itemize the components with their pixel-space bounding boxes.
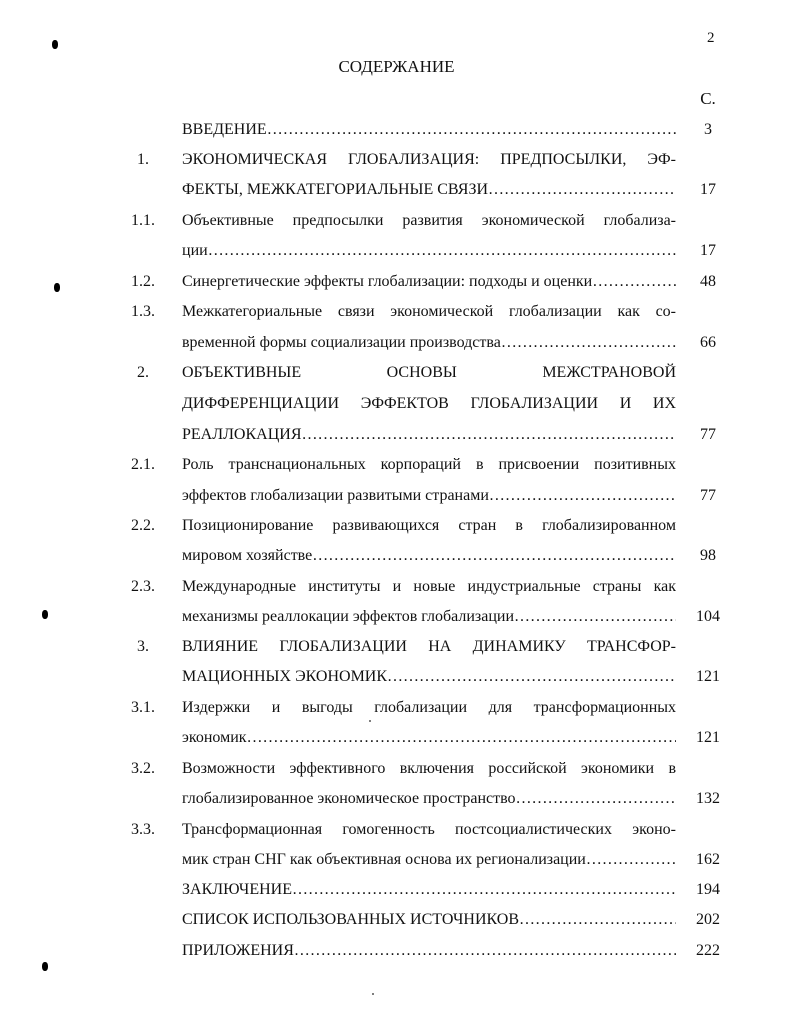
dot-leader: [592, 272, 676, 292]
page-title: СОДЕРЖАНИЕ: [338, 57, 455, 76]
toc-entry-line[interactable]: Межкатегориальные связи экономической глобализации как со-: [182, 303, 676, 320]
page-column-label: С.: [700, 89, 716, 108]
toc-entry-title: эффектов глобализации развитыми странами: [182, 487, 489, 504]
toc-entry-line[interactable]: [182, 546, 676, 566]
toc-entry-title: ФЕКТЫ, МЕЖКАТЕГОРИАЛЬНЫЕ СВЯЗИ: [182, 181, 489, 198]
toc-entry-line[interactable]: Издержки и выгоды глобализации для трансформационных: [182, 699, 676, 716]
toc-entry-line[interactable]: Трансформационная гомогенность постсоциалистических эконо-: [182, 821, 676, 838]
toc-entry-title: ЗАКЛЮЧЕНИЕ: [182, 881, 292, 898]
dot-leader: [312, 546, 676, 566]
dot-leader: [302, 425, 677, 445]
toc-entry-page: 202: [696, 911, 720, 928]
toc-entry-page: 162: [696, 851, 720, 868]
toc-entry-line[interactable]: [182, 607, 676, 627]
toc-entry-page: 17: [700, 181, 716, 198]
dot-leader: [489, 486, 676, 506]
toc-entry-title: ПРИЛОЖЕНИЯ: [182, 942, 294, 959]
dot-leader: [514, 607, 676, 627]
toc-entry-line[interactable]: ВЛИЯНИЕ ГЛОБАЛИЗАЦИИ НА ДИНАМИКУ ТРАНСФОР-: [182, 638, 676, 655]
toc-entry-page: 48: [700, 273, 716, 290]
toc-entry-line[interactable]: [182, 910, 676, 930]
binding-hole-mark: [54, 283, 60, 292]
toc-entry-line[interactable]: ДИФФЕРЕНЦИАЦИИ ЭФФЕКТОВ ГЛОБАЛИЗАЦИИ И ИХ: [182, 395, 676, 412]
toc-entry-page: 194: [696, 881, 720, 898]
toc-entry-title: СПИСОК ИСПОЛЬЗОВАННЫХ ИСТОЧНИКОВ: [182, 911, 520, 928]
toc-entry-title: временной формы социализации производства: [182, 334, 501, 351]
page-number: 2: [707, 30, 715, 46]
toc-entry-title: экономик: [182, 729, 247, 746]
dot-leader: [501, 333, 676, 353]
toc-entry-title: мировом хозяйстве: [182, 547, 313, 564]
toc-entry-line[interactable]: [182, 333, 676, 353]
toc-entry-line[interactable]: [182, 486, 676, 506]
dot-leader: [586, 850, 676, 870]
toc-entry-number: 2.1.: [131, 456, 155, 473]
toc-entry-number: 1.2.: [131, 273, 155, 290]
toc-entry-page: 3: [704, 121, 712, 138]
toc-entry-page: 77: [700, 487, 716, 504]
toc-entry-page: 121: [696, 729, 720, 746]
toc-entry-line[interactable]: Объективные предпосылки развития экономической глобализа-: [182, 212, 676, 229]
toc-entry-line[interactable]: [182, 241, 676, 261]
dot-leader: [247, 728, 676, 748]
toc-entry-line[interactable]: [182, 180, 676, 200]
toc-entry-title: РЕАЛЛОКАЦИЯ: [182, 426, 302, 443]
toc-entry-line[interactable]: Позиционирование развивающихся стран в глобализированном: [182, 517, 676, 534]
dot-leader: [488, 180, 676, 200]
toc-entry-title: мик стран СНГ как объективная основа их регионализации: [182, 851, 586, 868]
toc-entry-number: 2.2.: [131, 517, 155, 534]
toc-entry-line[interactable]: Возможности эффективного включения российской экономики в: [182, 760, 676, 777]
toc-entry-title: МАЦИОННЫХ ЭКОНОМИК: [182, 668, 388, 685]
toc-entry-page: 17: [700, 242, 716, 259]
toc-entry-line[interactable]: ОБЪЕКТИВНЫЕ ОСНОВЫ МЕЖСТРАНОВОЙ: [182, 364, 676, 381]
toc-entry-page: 132: [696, 790, 720, 807]
toc-entry-line[interactable]: Международные институты и новые индустриальные страны как: [182, 578, 676, 595]
binding-hole-mark: [52, 40, 58, 49]
toc-entry-page: 98: [700, 547, 716, 564]
toc-entry-page: 66: [700, 334, 716, 351]
toc-entry-number: 3.1.: [131, 699, 155, 716]
toc-entry-title: глобализированное экономическое пространство: [182, 790, 516, 807]
toc-entry-line[interactable]: [182, 880, 676, 900]
toc-entry-line[interactable]: ЭКОНОМИЧЕСКАЯ ГЛОБАЛИЗАЦИЯ: ПРЕДПОСЫЛКИ, ЭФ-: [182, 151, 676, 168]
dot-leader: [516, 789, 676, 809]
toc-entry-title: механизмы реаллокации эффектов глобализации: [182, 608, 515, 625]
toc-entry-number: 3.2.: [131, 760, 155, 777]
toc-entry-line[interactable]: [182, 667, 676, 687]
dot-leader: [387, 667, 676, 687]
toc-entry-page: 104: [696, 608, 720, 625]
toc-entry-line[interactable]: Роль транснациональных корпораций в присвоении позитивных: [182, 456, 676, 473]
toc-entry-line[interactable]: [182, 789, 676, 809]
toc-entry-title: ВВЕДЕНИЕ: [182, 121, 267, 138]
dot-leader: [267, 120, 676, 140]
dot-leader: [292, 880, 676, 900]
scan-speck: [372, 993, 374, 995]
toc-entry-number: 2.: [137, 364, 149, 381]
toc-entry-page: 121: [696, 668, 720, 685]
toc-entry-number: 1.3.: [131, 303, 155, 320]
toc-entry-line[interactable]: [182, 120, 676, 140]
toc-entry-line[interactable]: [182, 728, 676, 748]
toc-entry-line[interactable]: [182, 425, 676, 445]
scan-speck: [369, 720, 371, 722]
dot-leader: [519, 910, 676, 930]
binding-hole-mark: [42, 610, 48, 619]
dot-leader: [208, 241, 676, 261]
toc-entry-number: 3.: [137, 638, 149, 655]
toc-entry-number: 3.3.: [131, 821, 155, 838]
toc-entry-line[interactable]: [182, 850, 676, 870]
toc-entry-title: ции: [182, 242, 208, 259]
toc-entry-page: 77: [700, 426, 716, 443]
toc-entry-number: 1.1.: [131, 212, 155, 229]
toc-entry-line[interactable]: [182, 272, 676, 292]
toc-entry-title: Синергетические эффекты глобализации: подходы и оценки: [182, 273, 593, 290]
dot-leader: [294, 941, 676, 961]
toc-entry-line[interactable]: [182, 941, 676, 961]
toc-entry-number: 2.3.: [131, 578, 155, 595]
binding-hole-mark: [42, 962, 48, 971]
toc-entry-page: 222: [696, 942, 720, 959]
toc-entry-number: 1.: [137, 151, 149, 168]
